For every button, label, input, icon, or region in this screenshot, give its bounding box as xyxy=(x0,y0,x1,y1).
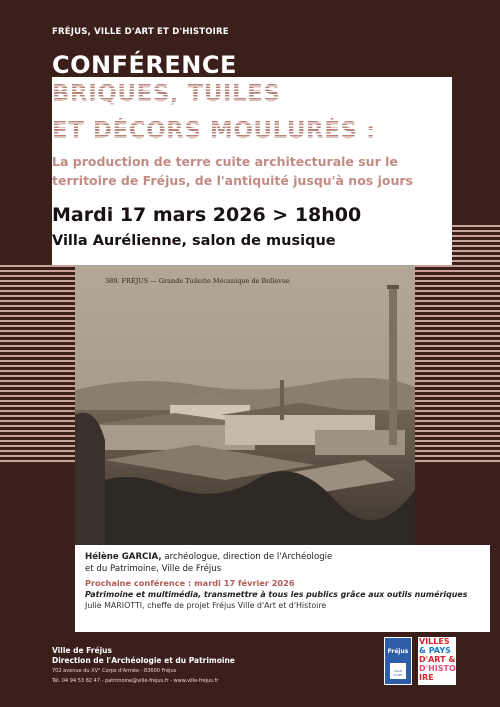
frejus-logo xyxy=(384,637,412,685)
historic-photo xyxy=(75,265,415,545)
footer-org-2: Direction de l'Archéologie et du Patrimoine xyxy=(52,656,235,665)
vah-line-2: & PAYS xyxy=(419,646,451,655)
vah-line-5: IRE xyxy=(419,673,434,682)
next-conference-title: Patrimoine et multimédia, transmettre à tous les publics grâce aux outils numériques xyxy=(85,590,468,599)
tile-factory-illustration xyxy=(75,265,415,545)
speaker-role: archéologue, direction de l'Archéologie xyxy=(161,552,333,562)
speaker-line-2: et du Patrimoine, Ville de Fréjus xyxy=(85,564,222,574)
speaker-line-1 xyxy=(85,551,490,563)
title-line-2: ET DÉCORS MOULURÉS : xyxy=(52,118,376,144)
villes-pays-art-histoire-logo xyxy=(418,637,456,685)
event-type: CONFÉRENCE xyxy=(52,51,237,79)
frejus-logo-box xyxy=(390,663,406,679)
frejus-logo-sub: VILLE D'ART xyxy=(393,669,403,677)
speaker-name: Hélène GARCIA, xyxy=(85,552,162,562)
frejus-logo-label: Fréjus xyxy=(387,648,409,655)
title-description: La production de terre cuite architecturale sur le territoire de Fréjus, de l'antiquité jusqu'à nos jours xyxy=(52,154,413,188)
speaker-info-panel xyxy=(75,545,490,632)
footer-org-1: Ville de Fréjus xyxy=(52,646,112,655)
event-date: Mardi 17 mars 2026 > 18h00 xyxy=(52,204,362,226)
title-line-1: BRIQUES, TUILES xyxy=(52,81,281,107)
photo-caption: 389. FRÉJUS — Grande Tuilerie Mécanique de Bellevue xyxy=(105,277,290,285)
vah-line-1: VILLES xyxy=(419,637,450,646)
event-venue: Villa Aurélienne, salon de musique xyxy=(52,233,336,249)
footer-address: 702 avenue du XV° Corps d'Armée - 83600 Fréjus xyxy=(52,668,177,674)
footer-contact: Tél. 04 94 53 82 47 - patrimoine@ville-frejus.fr - www.ville-frejus.fr xyxy=(52,678,219,684)
next-conference-speaker: Julie MARIOTTI, cheffe de projet Fréjus Ville d'Art et d'Histoire xyxy=(85,601,327,610)
top-series-label: FRÉJUS, VILLE D'ART ET D'HISTOIRE xyxy=(52,27,229,37)
decorative-stripes-left xyxy=(0,265,80,465)
vah-line-4: D'HISTO xyxy=(419,664,456,673)
vah-line-3: D'ART & xyxy=(419,655,456,664)
next-conference-label: Prochaine conférence : mardi 17 février 2026 xyxy=(85,578,295,588)
footer xyxy=(52,646,235,686)
